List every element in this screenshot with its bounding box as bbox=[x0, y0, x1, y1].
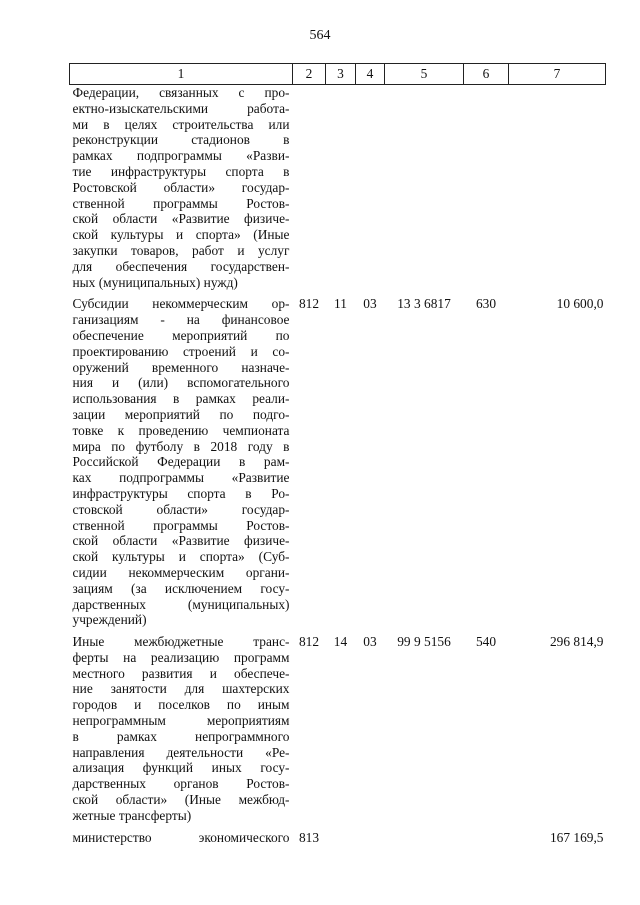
description-line: ской культуры и спорта» (Суб- bbox=[72, 549, 290, 565]
description-line: товке к проведению чемпионата bbox=[72, 422, 290, 438]
description-line: ния и (или) вспомогательного bbox=[72, 375, 290, 391]
description-line: ской области «Развитие физиче- bbox=[72, 533, 290, 549]
row-description bbox=[70, 85, 293, 291]
description-line: ственной программы Ростов- bbox=[72, 517, 290, 533]
expense-type-code: 630 bbox=[475, 296, 497, 312]
description-line: учреждений) bbox=[72, 612, 147, 628]
table-row bbox=[70, 85, 606, 291]
description-line: Субсидии некоммерческим ор- bbox=[72, 296, 290, 312]
budget-table bbox=[69, 63, 606, 845]
description-line: мира по футболу в 2018 году в bbox=[72, 438, 290, 454]
subsection-code: 03 bbox=[363, 296, 377, 312]
subsection-code: 03 bbox=[363, 634, 377, 650]
description-line: использования в рамках реали- bbox=[72, 391, 290, 407]
description-line: ализация функций иных госу- bbox=[72, 760, 290, 776]
column-header: 3 bbox=[326, 64, 356, 85]
target-article-code: 99 9 5156 bbox=[397, 634, 451, 650]
amount-value: 10 600,0 bbox=[556, 296, 604, 312]
description-line: в рамках непрограммного bbox=[72, 728, 290, 744]
table-row bbox=[70, 296, 606, 628]
description-line: стовской области» государ- bbox=[72, 501, 290, 517]
column-header: 7 bbox=[509, 64, 606, 85]
table-row bbox=[70, 830, 606, 846]
column-header: 4 bbox=[356, 64, 385, 85]
section-code bbox=[326, 830, 356, 846]
subsection-code bbox=[356, 830, 385, 846]
description-line: сидии некоммерческим органи- bbox=[72, 564, 290, 580]
target-article-code: 13 3 6817 bbox=[397, 296, 451, 312]
expense-type-code bbox=[464, 85, 509, 291]
target-article-code bbox=[385, 85, 464, 291]
description-line: ках подпрограммы «Развитие bbox=[72, 470, 290, 486]
description-line: жетные трансферты) bbox=[72, 807, 192, 823]
description-line: направления деятельности «Ре- bbox=[72, 744, 290, 760]
ministry-code: 812 bbox=[298, 296, 320, 312]
description-line: ской области «Развитие физиче- bbox=[72, 211, 290, 227]
target-article-code bbox=[385, 830, 464, 846]
description-line: дарственных (муниципальных) bbox=[72, 596, 290, 612]
ministry-code bbox=[293, 85, 326, 291]
description-line: оружений временного назначе- bbox=[72, 359, 290, 375]
description-line: закупки товаров, работ и услуг bbox=[72, 242, 290, 258]
description-line: Российской Федерации в рам- bbox=[72, 454, 290, 470]
column-header: 2 bbox=[293, 64, 326, 85]
description-line: Иные межбюджетные транс- bbox=[72, 634, 290, 650]
column-header: 6 bbox=[464, 64, 509, 85]
description-line: ской культуры и спорта» (Иные bbox=[72, 227, 290, 243]
description-line: городов и поселков по иным bbox=[72, 697, 290, 713]
amount-value: 296 814,9 bbox=[549, 634, 604, 650]
description-line: тие инфраструктуры спорта в bbox=[72, 163, 290, 179]
description-line: ганизациям - на финансовое bbox=[72, 312, 290, 328]
description-line: рамках подпрограммы «Разви- bbox=[72, 148, 290, 164]
description-line: проектированию строений и со- bbox=[72, 343, 290, 359]
description-line: местного развития и обеспече- bbox=[72, 665, 290, 681]
description-line: инфраструктуры спорта в Ро- bbox=[72, 485, 290, 501]
description-line: обеспечение мероприятий по bbox=[72, 327, 290, 343]
description-line: Федерации, связанных с про- bbox=[72, 85, 290, 100]
description-line: реконструкции стадионов в bbox=[72, 132, 290, 148]
amount-value: 167 169,5 bbox=[549, 829, 604, 845]
description-line: ственной программы Ростов- bbox=[72, 195, 290, 211]
ministry-code: 812 bbox=[298, 634, 320, 650]
description-line: зации мероприятий по подго- bbox=[72, 406, 290, 422]
description-line: непрограммным мероприятиям bbox=[72, 713, 290, 729]
row-description bbox=[70, 830, 293, 846]
description-line: ми в целях строительства или bbox=[72, 116, 290, 132]
description-line: для обеспечения государствен- bbox=[72, 258, 290, 274]
description-line: министерство экономического bbox=[72, 829, 290, 845]
page-number: 564 bbox=[309, 28, 331, 43]
row-description bbox=[70, 296, 293, 628]
amount-value bbox=[509, 85, 606, 291]
expense-type-code bbox=[464, 830, 509, 846]
description-line: ектно-изыскательскими работа- bbox=[72, 100, 290, 116]
table-header-row bbox=[70, 64, 606, 85]
ministry-code: 813 bbox=[298, 829, 320, 845]
section-code: 14 bbox=[333, 634, 348, 650]
table-body bbox=[70, 85, 606, 846]
description-line: дарственных органов Ростов- bbox=[72, 776, 290, 792]
description-line: ферты на реализацию программ bbox=[72, 649, 290, 665]
row-description bbox=[70, 634, 293, 824]
column-header: 5 bbox=[385, 64, 464, 85]
section-code bbox=[326, 85, 356, 291]
table-row bbox=[70, 634, 606, 824]
description-line: ской области» (Иные межбюд- bbox=[72, 792, 290, 808]
description-line: ных (муниципальных) нужд) bbox=[72, 274, 238, 290]
section-code: 11 bbox=[334, 296, 347, 312]
subsection-code bbox=[356, 85, 385, 291]
expense-type-code: 540 bbox=[475, 634, 497, 650]
column-header: 1 bbox=[70, 64, 293, 85]
description-line: Ростовской области» государ- bbox=[72, 179, 290, 195]
description-line: ние занятости для шахтерских bbox=[72, 681, 290, 697]
description-line: зациям (за исключением госу- bbox=[72, 580, 290, 596]
